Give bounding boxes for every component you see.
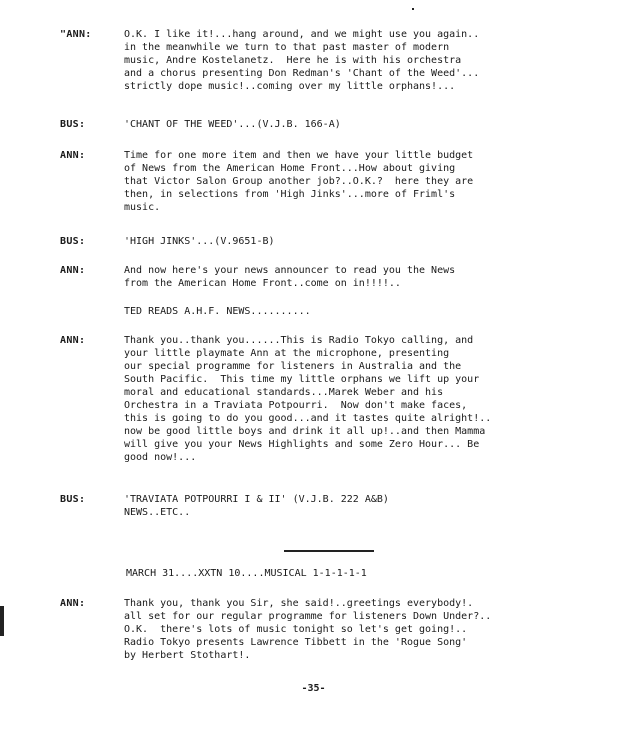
dialogue-block (60, 597, 620, 662)
section-divider (284, 550, 374, 552)
dialogue-text (124, 149, 614, 214)
dialogue-text (124, 493, 614, 519)
dialogue-block (60, 28, 620, 93)
text-line: music, Andre Kostelanetz. Here he is with his orchestra (124, 55, 462, 66)
dialogue-block (60, 149, 620, 214)
text-line: Radio Tokyo presents Lawrence Tibbett in the 'Rogue Song' (124, 637, 468, 648)
text-line: this is going to do you good...and it tastes quite alright!.. (124, 413, 492, 424)
text-line: our special programme for listeners in Australia and the (124, 361, 462, 372)
speaker-label: "ANN: (60, 29, 92, 40)
text-line: your little playmate Ann at the microphone, presenting (124, 348, 450, 359)
text-line: 'HIGH JINKS'...(V.9651-B) (124, 236, 275, 247)
text-line: 'CHANT OF THE WEED'...(V.J.B. 166-A) (124, 119, 341, 130)
speaker-label: BUS: (60, 236, 86, 247)
text-line: Thank you, thank you Sir, she said!..greetings everybody!. (124, 598, 474, 609)
dialogue-text (124, 334, 614, 464)
text-line: South Pacific. This time my little orphans we lift up your (124, 374, 480, 385)
text-line: music. (124, 202, 161, 213)
text-line: O.K. there's lots of music tonight so let's get going!.. (124, 624, 468, 635)
text-line: will give you your News Highlights and some Zero Hour... Be (124, 439, 480, 450)
text-line: moral and educational standards...Marek Weber and his (124, 387, 444, 398)
stage-direction (60, 305, 620, 318)
speaker-label: ANN: (60, 335, 86, 346)
text-line: that Victor Salon Group another job?..O.K.? here they are (124, 176, 474, 187)
scan-edge-mark (0, 606, 4, 636)
text-line: then, in selections from 'High Jinks'...more of Friml's (124, 189, 456, 200)
speaker-label: BUS: (60, 119, 86, 130)
speaker-label: BUS: (60, 494, 86, 505)
text-line: by Herbert Stothart!. (124, 650, 251, 661)
speaker-label: ANN: (60, 598, 86, 609)
text-line: of News from the American Home Front...How about giving (124, 163, 456, 174)
text-line: now be good little boys and drink it all up!..and then Mamma (124, 426, 486, 437)
dialogue-block (60, 493, 620, 519)
dialogue-text (124, 305, 614, 318)
text-line: all set for our regular programme for listeners Down Under?.. (124, 611, 492, 622)
text-line: Orchestra in a Traviata Potpourri. Now don't make faces, (124, 400, 468, 411)
dialogue-text (124, 235, 614, 248)
dialogue-text (124, 264, 614, 290)
dialogue-block (60, 235, 620, 248)
section-header: MARCH 31....XXTN 10....MUSICAL 1-1-1-1-1 (126, 568, 367, 579)
text-line: strictly dope music!..coming over my little orphans!... (124, 81, 456, 92)
speaker-label: ANN: (60, 265, 86, 276)
text-line: good now!... (124, 452, 197, 463)
text-line: 'TRAVIATA POTPOURRI I & II' (V.J.B. 222 A&B) (124, 494, 389, 505)
speaker-label (60, 305, 124, 318)
dialogue-text (124, 28, 614, 93)
text-line: Thank you..thank you......This is Radio Tokyo calling, and (124, 335, 474, 346)
dialogue-block (60, 334, 620, 464)
text-line: NEWS..ETC.. (124, 507, 191, 518)
text-line: from the American Home Front..come on in!!!!.. (124, 278, 401, 289)
dialogue-block (60, 118, 620, 131)
dialogue-text (124, 118, 614, 131)
text-line: And now here's your news announcer to read you the News (124, 265, 456, 276)
dialogue-block (60, 264, 620, 290)
page-number: -35- (301, 683, 326, 694)
text-line: and a chorus presenting Don Redman's 'Chant of the Weed'... (124, 68, 480, 79)
speaker-label: ANN: (60, 150, 86, 161)
text-line: Time for one more item and then we have your little budget (124, 150, 474, 161)
text-line: in the meanwhile we turn to that past master of modern (124, 42, 450, 53)
scan-speck (412, 8, 414, 10)
text-line: O.K. I like it!...hang around, and we might use you again.. (124, 29, 480, 40)
text-line: TED READS A.H.F. NEWS.......... (124, 306, 311, 317)
dialogue-text (124, 597, 614, 662)
